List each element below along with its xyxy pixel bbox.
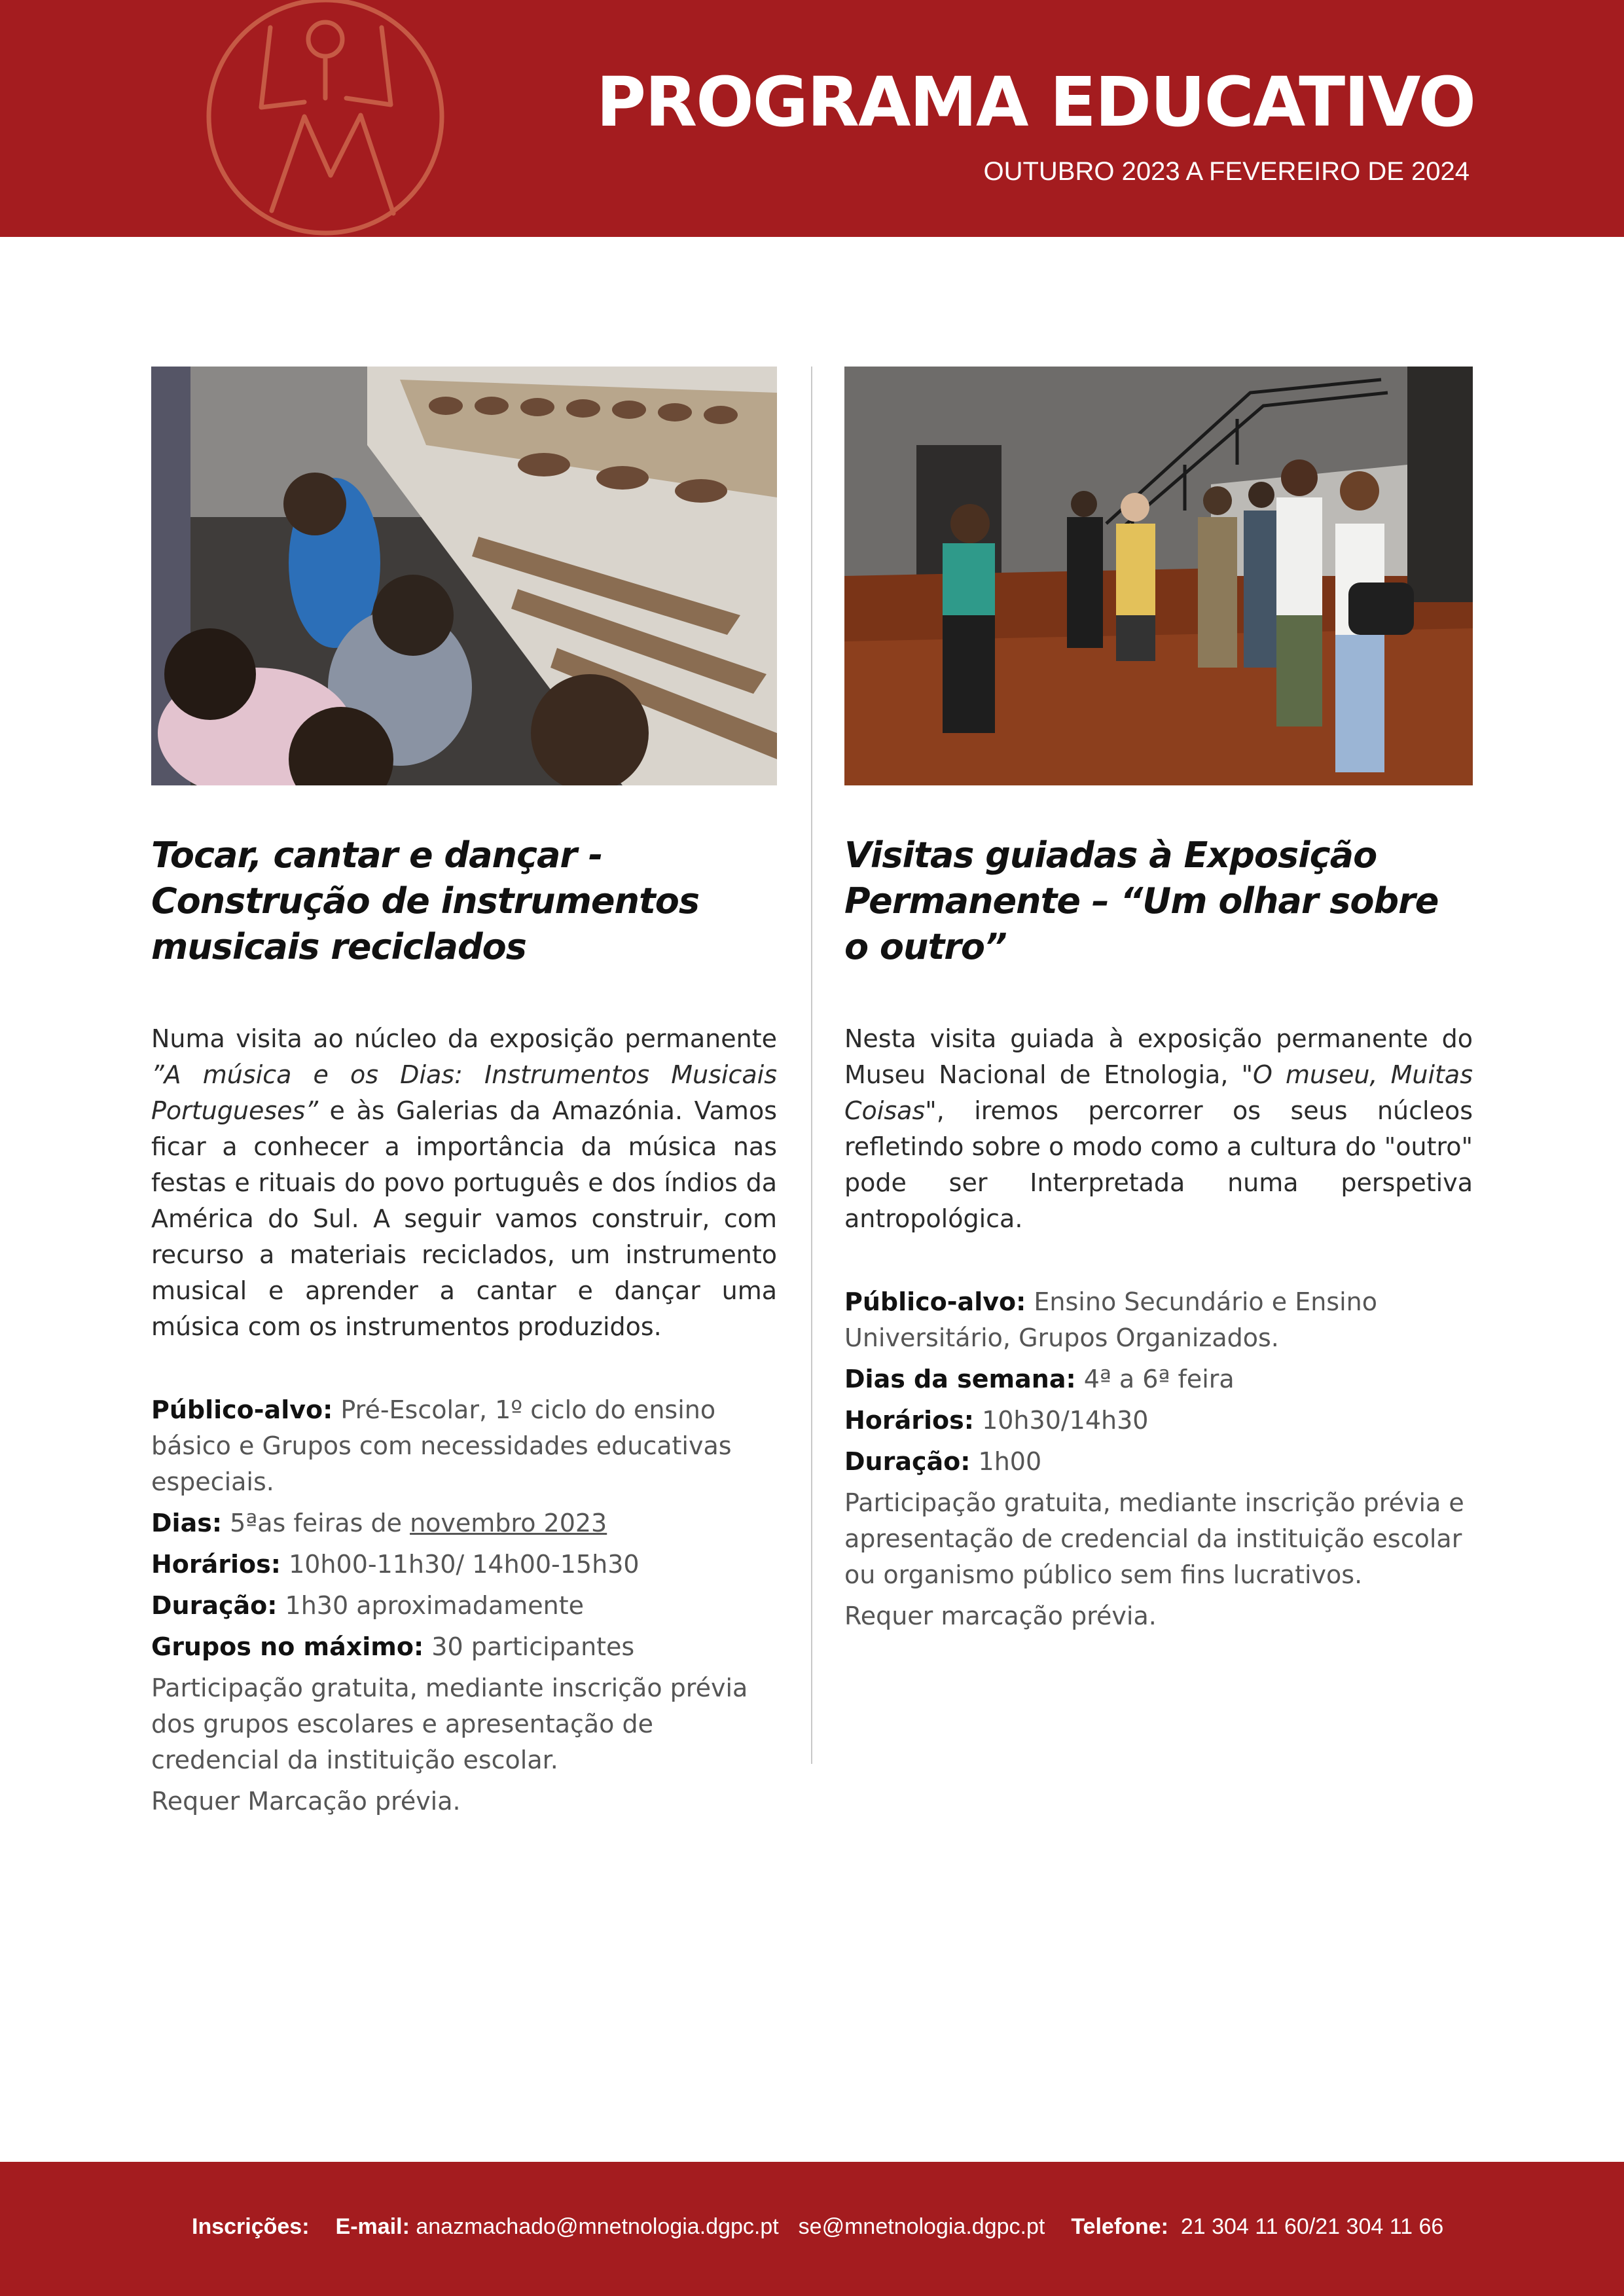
footer-banner bbox=[0, 2162, 1624, 2296]
telefone-label: Telefone: bbox=[1071, 2214, 1168, 2239]
left-activity-title: Tocar, cantar e dançar - Construção de instrumentos musicais reciclados bbox=[151, 834, 699, 967]
right-marcacao: Requer marcação prévia. bbox=[844, 1602, 1157, 1630]
left-grupos-row: Grupos no máximo: 30 participantes bbox=[151, 1632, 635, 1661]
dias-november-link[interactable]: novembro 2023 bbox=[410, 1509, 607, 1537]
left-description: Numa visita ao núcleo da exposição permanente ”A música e os Dias: Instrumentos Musicais Portugueses” e às Galerias da Amazónia. Vamos ficar a conhecer a importância da música nas festas e rituais do povo português e dos índios da América do Sul. A seguir vamos construir, com recurso a materiais reciclados, um instrumento musical e aprender a cantar e dançar uma música com os instrumentos produzidos. bbox=[151, 1024, 777, 1341]
photo-children-at-instrument-display bbox=[151, 367, 777, 785]
email-link-1[interactable]: anazmachado@mnetnologia.dgpc.pt bbox=[416, 2214, 779, 2239]
left-horarios-row: Horários: 10h00-11h30/ 14h00-15h30 bbox=[151, 1550, 640, 1579]
right-column bbox=[844, 367, 1473, 1640]
page-subtitle: OUTUBRO 2023 A FEVEREIRO DE 2024 bbox=[983, 157, 1470, 186]
left-column bbox=[151, 367, 777, 1825]
photo-guided-visit-exhibition bbox=[844, 367, 1473, 785]
inscricoes-label: Inscrições: bbox=[192, 2214, 310, 2239]
header-banner bbox=[0, 0, 1624, 237]
right-description: Nesta visita guiada à exposição permanente do Museu Nacional de Etnologia, "O museu, Muitas Coisas", iremos percorrer os seus núcleos refletindo sobre o modo como a cultura do "outro" pode ser Interpretada numa perspetiva antropológica. bbox=[844, 1024, 1473, 1233]
museum-figure-logo-icon bbox=[206, 0, 445, 237]
right-horarios-row: Horários: 10h30/14h30 bbox=[844, 1406, 1149, 1435]
column-divider bbox=[811, 367, 812, 1764]
left-dias-row: Dias: 5ªas feiras de novembro 2023 bbox=[151, 1509, 607, 1537]
left-publico-row: Público-alvo: Pré-Escolar, 1º ciclo do ensino básico e Grupos com necessidades educativas especiais. bbox=[151, 1395, 732, 1496]
left-info bbox=[151, 1392, 777, 1820]
right-dias-row: Dias da semana: 4ª a 6ª feira bbox=[844, 1365, 1235, 1393]
page-title: PROGRAMA EDUCATIVO bbox=[596, 62, 1475, 142]
right-duracao-row: Duração: 1h00 bbox=[844, 1447, 1042, 1476]
email-label: E-mail: bbox=[335, 2214, 410, 2239]
left-participacao: Participação gratuita, mediante inscrição prévia dos grupos escolares e apresentação de credencial da instituição escolar. bbox=[151, 1674, 748, 1774]
telefone-value: 21 304 11 60/21 304 11 66 bbox=[1180, 2214, 1444, 2239]
left-duracao-row: Duração: 1h30 aproximadamente bbox=[151, 1591, 585, 1620]
email-link-2[interactable]: se@mnetnologia.dgpc.pt bbox=[798, 2214, 1045, 2239]
right-activity-title: Visitas guiadas à Exposição Permanente – “Um olhar sobre o outro” bbox=[844, 834, 1439, 967]
right-publico-row: Público-alvo: Ensino Secundário e Ensino Universitário, Grupos Organizados. bbox=[844, 1287, 1377, 1352]
left-marcacao: Requer Marcação prévia. bbox=[151, 1787, 461, 1816]
right-participacao: Participação gratuita, mediante inscrição prévia e apresentação de credencial da instituição escolar ou organismo público sem fins lucrativos. bbox=[844, 1488, 1464, 1589]
footer-contacts bbox=[192, 2214, 1443, 2240]
right-info bbox=[844, 1284, 1473, 1634]
